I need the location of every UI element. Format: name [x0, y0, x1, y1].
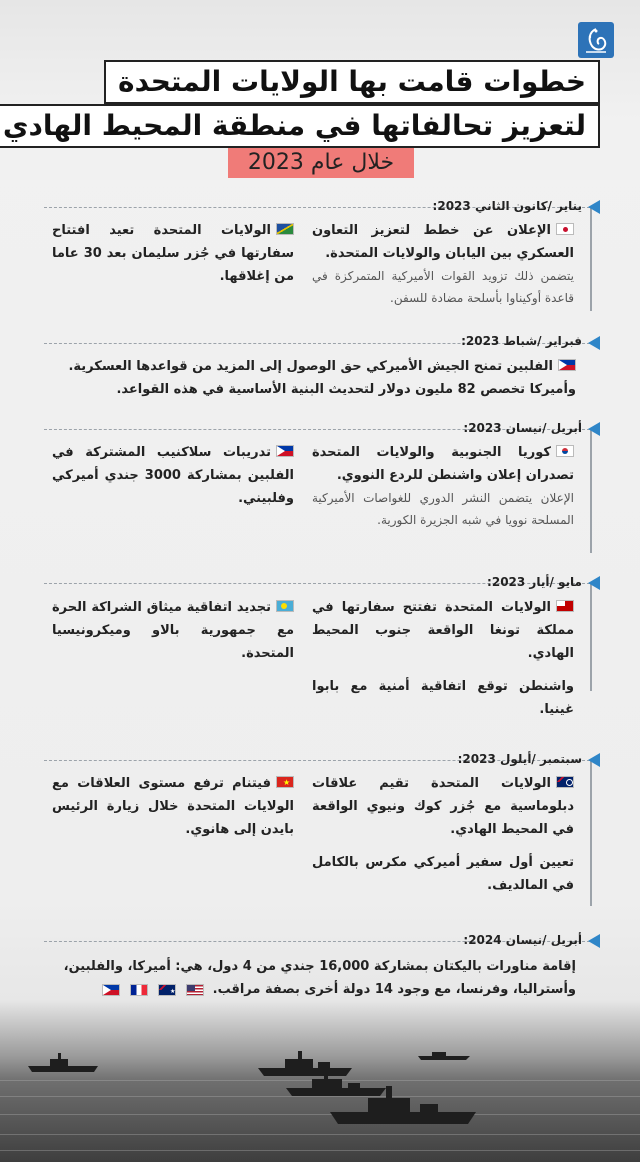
event-block: [52, 772, 294, 841]
south-korea-flag: [556, 445, 574, 457]
tonga-flag: [556, 600, 574, 612]
event-block: [312, 772, 574, 897]
event-text: كوريا الجنوبية والولايات المتحدة تصدران إعلان واشنطن للردع النووي.: [312, 445, 574, 483]
event-block: [312, 596, 574, 721]
solomon-islands-flag: [276, 223, 294, 235]
event-text: واشنطن توقع اتفاقية أمنية مع بابوا غينيا.: [312, 679, 574, 717]
cook-islands-flag: [556, 776, 574, 788]
timeline-marker: [588, 576, 600, 590]
section-date: يناير /كانون الثاني 2023:: [432, 199, 582, 213]
al-jazeera-logo: [578, 22, 614, 58]
philippines-flag: [276, 445, 294, 457]
event-text: وأستراليا، وفرنسا، مع وجود 14 دولة أخرى بصفة مراقب.: [212, 982, 576, 997]
event-text: الولايات المتحدة تعيد افتتاح سفارتها في جُزر سليمان بعد 30 عاما من إغلاقها.: [52, 223, 295, 284]
vietnam-flag: ★: [276, 776, 294, 788]
section-date: سبتمبر /أيلول 2023:: [457, 752, 582, 766]
timeline-line: [590, 429, 592, 553]
section-date: أبريل /نيسان 2023:: [463, 421, 582, 435]
timeline-marker: [588, 336, 600, 350]
event-text: إقامة مناورات باليكتان بمشاركة 16,000 جندي من 4 دول، هي: أميركا، والفلبين،: [63, 959, 576, 974]
section-date: فبراير /شباط 2023:: [461, 334, 582, 348]
event-text: تجديد اتفاقية ميثاق الشراكة الحرة مع جمهورية بالاو وميكرونيسيا المتحدة.: [52, 600, 294, 661]
section-date: أبريل /نيسان 2024:: [463, 933, 582, 947]
event-block: [52, 219, 294, 288]
event-block: [312, 441, 574, 531]
timeline-line: [590, 583, 592, 691]
event-text: فيتنام ترفع مستوى العلاقات مع الولايات المتحدة خلال زيارة الرئيس بايدن إلى هانوي.: [52, 776, 294, 837]
event-text: الإعلان عن خطط لتعزيز التعاون العسكري بين اليابان والولايات المتحدة.: [312, 223, 574, 261]
timeline-marker: [588, 934, 600, 948]
title-line-2: لتعزيز تحالفاتها في منطقة المحيط الهادي: [0, 104, 600, 148]
timeline-line: [590, 207, 592, 311]
event-note: الإعلان يتضمن النشر الدوري للغواصات الأميركية المسلحة نوويا في شبه الجزيرة الكورية.: [312, 491, 574, 527]
event-text: تدريبات سلاكنيب المشتركة في الفلبين بمشاركة 3000 جندي أميركي وفلبيني.: [52, 445, 295, 506]
australia-flag: ★: [158, 984, 176, 996]
section-date: مايو /أيار 2023:: [487, 575, 582, 589]
timeline-marker: [588, 422, 600, 436]
event-text: وأميركا تخصص 82 مليون دولار لتحديث البنية الأساسية في هذه القواعد.: [116, 382, 576, 397]
philippines-flag: [558, 359, 576, 371]
event-text: الولايات المتحدة تقيم علاقات دبلوماسية مع جُزر كوك ونيوي الواقعة في المحيط الهادي.: [312, 776, 574, 837]
philippines-flag: [102, 984, 120, 996]
palau-flag: [276, 600, 294, 612]
japan-flag: [556, 223, 574, 235]
event-block: [312, 219, 574, 309]
event-block: [52, 441, 294, 510]
france-flag: [130, 984, 148, 996]
event-text: الفلبين تمنح الجيش الأميركي حق الوصول إلى المزيد من قواعدها العسكرية.: [68, 359, 553, 374]
warships-photo: [0, 1000, 640, 1162]
timeline-line: [590, 760, 592, 906]
participant-flags: [102, 984, 210, 998]
event-text: الولايات المتحدة تفتتح سفارتها في مملكة تونغا الواقعة جنوب المحيط الهادي.: [312, 600, 574, 661]
subtitle: خلال عام 2023: [228, 148, 414, 178]
usa-flag: [186, 984, 204, 996]
timeline-marker: [588, 200, 600, 214]
event-text: تعيين أول سفير أميركي مكرس بالكامل في المالديف.: [312, 855, 574, 893]
title-line-1: خطوات قامت بها الولايات المتحدة: [104, 60, 600, 104]
timeline-marker: [588, 753, 600, 767]
event-block: [52, 596, 294, 665]
event-block: [58, 355, 576, 401]
event-note: يتضمن ذلك تزويد القوات الأميركية المتمركزة في قاعدة أوكيناوا بأسلحة مضادة للسفن.: [312, 269, 574, 305]
